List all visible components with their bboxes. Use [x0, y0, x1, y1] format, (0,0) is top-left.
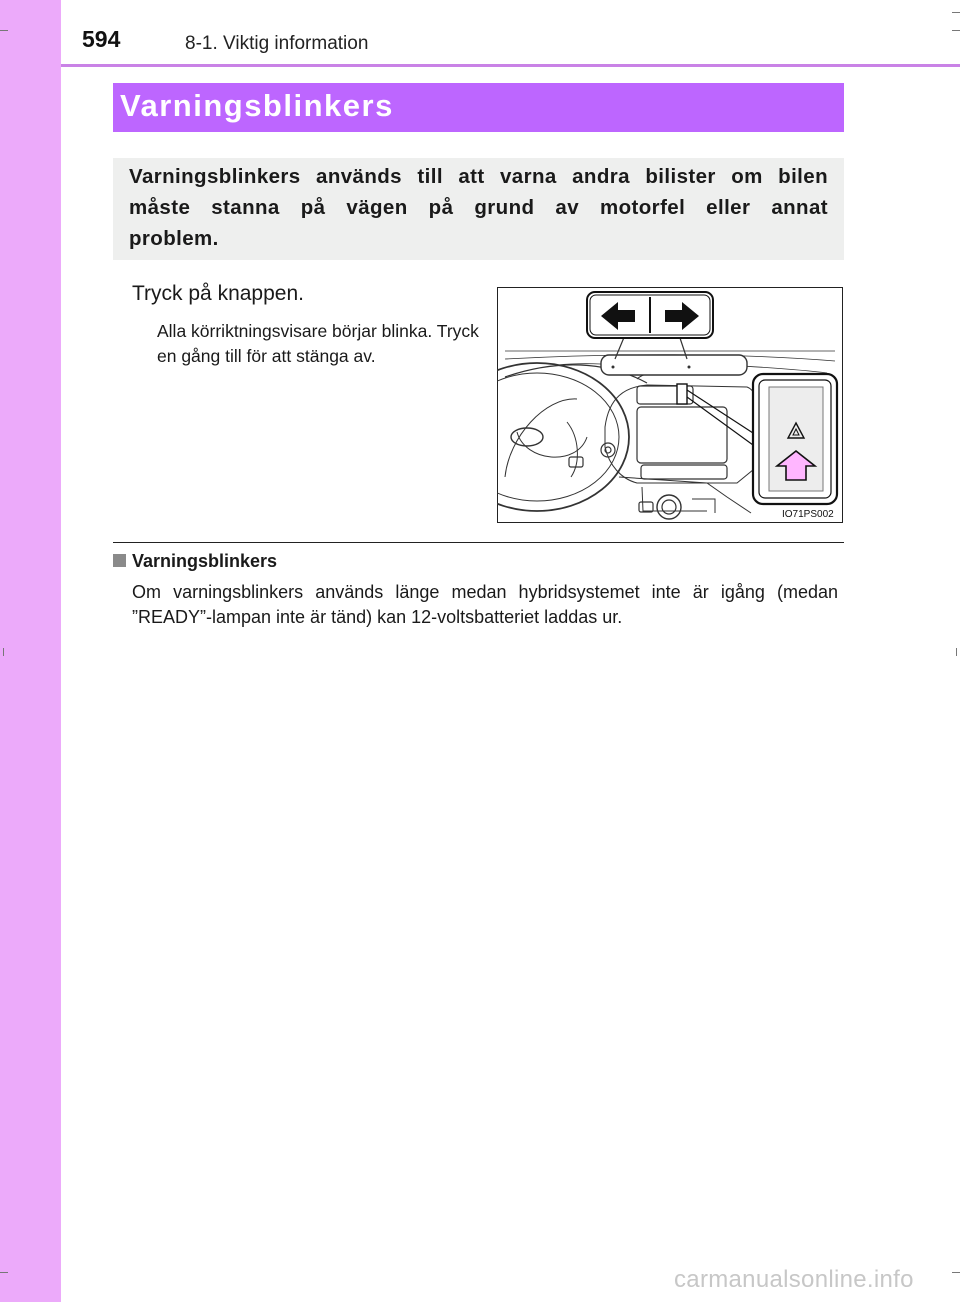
crop-mark	[0, 30, 8, 31]
crop-mark	[956, 648, 957, 656]
crop-mark	[3, 648, 4, 656]
bullet-square-icon	[113, 554, 126, 567]
crop-mark	[0, 1272, 8, 1273]
note-heading: Varningsblinkers	[132, 551, 278, 571]
intro-text: Varningsblinkers används till att varna andra bilister om bilen måste stanna på vägen på grund av motorfel eller annat problem.	[129, 165, 828, 250]
crop-mark	[952, 12, 960, 13]
hazard-switch-illustration	[497, 287, 843, 523]
page-number: 594	[82, 26, 121, 52]
step-heading: Tryck på knappen.	[132, 282, 304, 305]
section-divider	[113, 542, 844, 543]
note-text: Om varningsblinkers används länge medan hybridsystemet inte är igång (medan ”READY”-lampan inte är tänd) kan 12-voltsbatteriet laddas ur.	[132, 582, 838, 627]
page-title: Varningsblinkers	[120, 88, 394, 123]
watermark: carmanualsonline.info	[674, 1266, 914, 1293]
section-breadcrumb: 8-1. Viktig information	[185, 33, 369, 54]
crop-mark	[952, 30, 960, 31]
intro-box	[113, 158, 844, 260]
section-title-bar	[113, 83, 844, 132]
step-detail: Alla körriktningsvisare börjar blinka. Tryck en gång till för att stänga av.	[157, 321, 479, 366]
figure-code: IO71PS002	[782, 509, 834, 520]
crop-mark	[952, 1272, 960, 1273]
side-tab-strip	[0, 0, 61, 1302]
header-rule	[61, 64, 960, 67]
